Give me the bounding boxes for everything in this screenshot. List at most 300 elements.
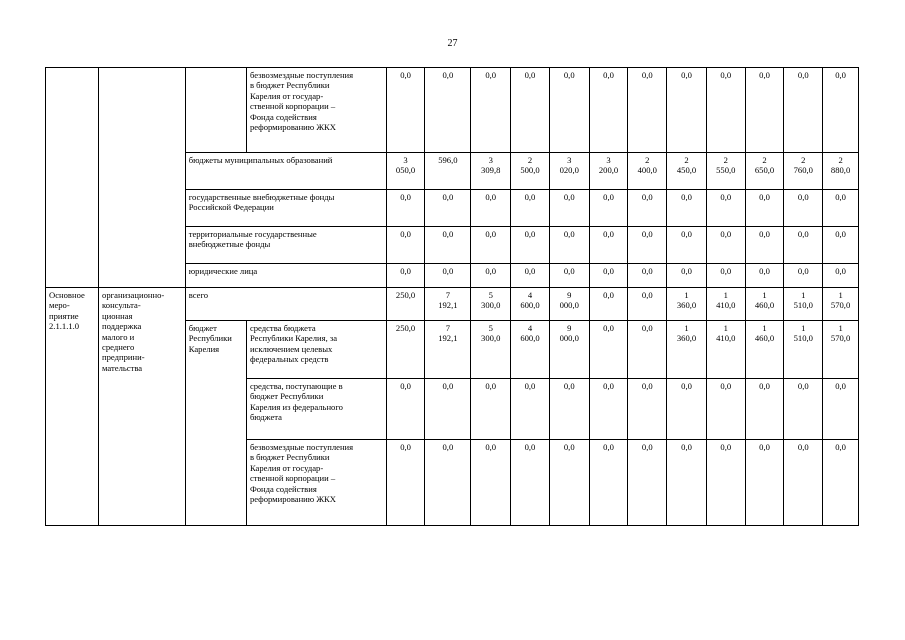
cell-text-line: 0,0 (603, 323, 614, 333)
source-cell-continued (185, 68, 246, 153)
value-cell (549, 68, 589, 153)
cell-text-line: средства, поступающие в (249, 381, 343, 391)
funding-source-label (246, 440, 386, 526)
value-cell (823, 264, 859, 288)
cell-text-line: 1 (684, 290, 689, 300)
value-cell (823, 440, 859, 526)
value-cell (589, 440, 628, 526)
cell-text-line: 510,0 (793, 333, 813, 344)
value-cell (511, 264, 550, 288)
value-cell (549, 440, 589, 526)
name-cell-continued (99, 68, 186, 288)
cell-text-line: 1 (838, 323, 843, 333)
cell-text-line: 0,0 (442, 266, 454, 276)
value-cell (425, 264, 471, 288)
cell-text-line: 0,0 (720, 442, 732, 452)
value-cell (589, 68, 628, 153)
cell-text-line: 410,0 (716, 333, 736, 344)
value-cell (425, 321, 471, 379)
value-cell (471, 379, 511, 440)
value-cell (745, 264, 784, 288)
cell-text-line: 4 (527, 323, 533, 333)
cell-text-line: 600,0 (520, 333, 540, 344)
cell-text-line: 0,0 (603, 290, 614, 300)
value-cell (784, 288, 823, 321)
value-cell (706, 321, 745, 379)
funding-source-label (185, 227, 386, 264)
cell-text-line: исключением целевых (249, 343, 333, 354)
cell-text-line: 7 (445, 323, 451, 333)
value-cell (425, 227, 471, 264)
value-cell (745, 440, 784, 526)
cell-text-line: меро- (49, 300, 70, 311)
cell-text-line: бюджет Республики (249, 391, 324, 402)
cell-text-line: реформированию ЖКХ (249, 494, 336, 505)
value-cell (549, 321, 589, 379)
value-cell (706, 227, 745, 264)
cell-text-line: 1 (723, 323, 728, 333)
cell-text-line: 0,0 (835, 229, 846, 239)
cell-text-line: 0,0 (759, 229, 770, 239)
cell-text-line: 880,0 (830, 165, 851, 176)
cell-text-line: ственной корпорации – (249, 101, 336, 112)
cell-text-line: 0,0 (641, 192, 653, 202)
cell-text-line: 0,0 (442, 381, 454, 391)
value-cell (706, 288, 745, 321)
status-cell (46, 288, 99, 526)
cell-text-line: 0,0 (681, 229, 692, 239)
cell-text-line: 0,0 (400, 70, 411, 80)
cell-text-line: организационно- (102, 290, 165, 300)
cell-text-line: 400,0 (637, 165, 657, 176)
cell-text-line: 0,0 (720, 229, 732, 239)
value-cell (667, 288, 707, 321)
cell-text-line: 5 (488, 323, 493, 333)
budget-source-cell (185, 321, 246, 526)
cell-text-line: 450,0 (676, 165, 697, 176)
value-cell (471, 190, 511, 227)
cell-text-line: 0,0 (442, 70, 454, 80)
value-cell (471, 321, 511, 379)
value-cell (745, 288, 784, 321)
value-cell (706, 153, 745, 190)
value-cell (471, 68, 511, 153)
value-cell (628, 227, 667, 264)
cell-text-line: 0,0 (641, 323, 653, 333)
page-number: 27 (447, 38, 458, 49)
cell-text-line: Российской Федерации (188, 202, 274, 213)
value-cell (823, 288, 859, 321)
value-cell (549, 379, 589, 440)
cell-text-line: всего (188, 290, 209, 300)
value-cell (784, 379, 823, 440)
value-cell (784, 153, 823, 190)
value-cell (511, 153, 550, 190)
cell-text-line: мательства (102, 362, 143, 373)
value-cell (628, 440, 667, 526)
value-cell (511, 379, 550, 440)
value-cell (589, 264, 628, 288)
cell-text-line: 0,0 (797, 442, 809, 452)
value-cell (745, 379, 784, 440)
cell-text-line: 0,0 (400, 381, 411, 391)
cell-text-line: 1 (762, 323, 767, 333)
value-cell (628, 321, 667, 379)
cell-text-line: 200,0 (598, 165, 619, 176)
cell-text-line: 0,0 (603, 70, 614, 80)
value-cell (471, 440, 511, 526)
value-cell (628, 68, 667, 153)
value-cell (386, 288, 425, 321)
cell-text-line: 192,1 (438, 333, 458, 344)
cell-text-line: 0,0 (524, 381, 536, 391)
cell-text-line: 0,0 (797, 266, 809, 276)
value-cell (511, 227, 550, 264)
cell-text-line: 2.1.1.1.0 (49, 321, 80, 332)
value-cell (471, 153, 511, 190)
status-cell-continued (46, 68, 99, 288)
value-cell (386, 321, 425, 379)
cell-text-line: 0,0 (720, 266, 732, 276)
value-cell (706, 190, 745, 227)
cell-text-line: 250,0 (395, 323, 416, 333)
cell-text-line: 0,0 (485, 266, 497, 276)
value-cell (386, 264, 425, 288)
cell-text-line: 0,0 (485, 192, 497, 202)
cell-text-line: 0,0 (563, 381, 575, 391)
cell-text-line: 570,0 (830, 300, 851, 311)
cell-text-line: 3 (488, 155, 493, 165)
cell-text-line: 650,0 (754, 165, 775, 176)
cell-text-line: в бюджет Республики (249, 80, 330, 91)
value-cell (745, 321, 784, 379)
table-row (46, 288, 859, 321)
cell-text-line: 0,0 (563, 266, 575, 276)
value-cell (549, 153, 589, 190)
value-cell (784, 440, 823, 526)
cell-text-line: 1 (684, 323, 689, 333)
cell-text-line: 0,0 (524, 70, 536, 80)
value-cell (706, 264, 745, 288)
cell-text-line: 0,0 (641, 229, 653, 239)
value-cell (823, 153, 859, 190)
value-cell (549, 227, 589, 264)
cell-text-line: территориальные государственные (188, 229, 317, 239)
cell-text-line: 0,0 (524, 266, 536, 276)
cell-text-line: 0,0 (835, 381, 846, 391)
cell-text-line: 0,0 (835, 70, 846, 80)
value-cell (706, 440, 745, 526)
cell-text-line: малого и (102, 331, 135, 342)
cell-text-line: 0,0 (400, 229, 411, 239)
cell-text-line: 410,0 (716, 300, 736, 311)
cell-text-line: 000,0 (559, 333, 579, 344)
cell-text-line: 0,0 (442, 442, 454, 452)
cell-text-line: 4 (527, 290, 533, 300)
cell-text-line: Карелия от государ- (249, 90, 324, 101)
cell-text-line: 0,0 (524, 192, 536, 202)
cell-text-line: 0,0 (524, 229, 536, 239)
funding-source-label (246, 379, 386, 440)
cell-text-line: 0,0 (720, 70, 732, 80)
value-cell (425, 153, 471, 190)
cell-text-line: 0,0 (835, 442, 846, 452)
cell-text-line: Карелия от государ- (249, 462, 324, 473)
budget-table (45, 67, 859, 526)
cell-text-line: 0,0 (759, 381, 770, 391)
cell-text-line: средства бюджета (249, 323, 316, 333)
cell-text-line: предприни- (102, 352, 145, 363)
funding-source-label (185, 153, 386, 190)
cell-text-line: ционная (102, 310, 133, 321)
cell-text-line: 0,0 (681, 266, 692, 276)
cell-text-line: 250,0 (395, 290, 416, 300)
table-row (46, 68, 859, 153)
value-cell (823, 190, 859, 227)
value-cell (628, 379, 667, 440)
value-cell (511, 190, 550, 227)
cell-text-line: приятие (49, 310, 79, 321)
cell-text-line: 0,0 (835, 266, 846, 276)
activity-name-cell (99, 288, 186, 526)
cell-text-line: реформированию ЖКХ (249, 122, 336, 133)
cell-text-line: бюджета (249, 412, 282, 423)
cell-text-line: 760,0 (793, 165, 813, 176)
value-cell (745, 227, 784, 264)
cell-text-line: 0,0 (759, 192, 770, 202)
value-cell (667, 264, 707, 288)
cell-text-line: 3 (403, 155, 408, 165)
value-cell (667, 440, 707, 526)
value-cell (386, 153, 425, 190)
cell-text-line: 0,0 (797, 381, 809, 391)
cell-text-line: 0,0 (641, 290, 653, 300)
cell-text-line: в бюджет Республики (249, 452, 330, 463)
cell-text-line: 0,0 (485, 442, 497, 452)
cell-text-line: государственные внебюджетные фонды (188, 192, 335, 202)
cell-text-line: 1 (838, 290, 843, 300)
cell-text-line: 2 (762, 155, 767, 165)
value-cell (549, 264, 589, 288)
cell-text-line: 0,0 (603, 442, 614, 452)
cell-text-line: 0,0 (641, 442, 653, 452)
cell-text-line: 000,0 (559, 300, 579, 311)
cell-text-line: 360,0 (676, 333, 697, 344)
cell-text-line: 1 (723, 290, 728, 300)
value-cell (745, 190, 784, 227)
value-cell (628, 288, 667, 321)
cell-text-line: 0,0 (442, 229, 454, 239)
cell-text-line: 309,8 (481, 165, 501, 176)
cell-text-line: 0,0 (400, 266, 411, 276)
cell-text-line: 9 (567, 290, 572, 300)
value-cell (511, 288, 550, 321)
cell-text-line: 0,0 (563, 192, 575, 202)
cell-text-line: 550,0 (716, 165, 736, 176)
value-cell (425, 440, 471, 526)
cell-text-line: 300,0 (481, 300, 501, 311)
cell-text-line: 460,0 (754, 333, 775, 344)
funding-source-label (185, 264, 386, 288)
cell-text-line: консульта- (102, 300, 141, 311)
value-cell (706, 68, 745, 153)
value-cell (667, 153, 707, 190)
funding-source-label (185, 288, 386, 321)
cell-text-line: 0,0 (797, 229, 809, 239)
value-cell (706, 379, 745, 440)
cell-text-line: 600,0 (520, 300, 540, 311)
cell-text-line: 2 (723, 155, 728, 165)
cell-text-line: 0,0 (759, 70, 770, 80)
cell-text-line: 0,0 (681, 381, 692, 391)
cell-text-line: Республики (188, 333, 232, 344)
value-cell (823, 379, 859, 440)
cell-text-line: Республики Карелия, за (249, 333, 338, 344)
value-cell (628, 153, 667, 190)
cell-text-line: 5 (488, 290, 493, 300)
value-cell (667, 321, 707, 379)
cell-text-line: безвозмездные поступления (249, 70, 354, 80)
cell-text-line: внебюджетные фонды (188, 239, 271, 250)
value-cell (511, 321, 550, 379)
cell-text-line: юридические лица (188, 266, 258, 276)
value-cell (425, 379, 471, 440)
cell-text-line: 1 (762, 290, 767, 300)
cell-text-line: 0,0 (485, 229, 497, 239)
cell-text-line: 0,0 (641, 266, 653, 276)
cell-text-line: 510,0 (793, 300, 813, 311)
cell-text-line: 0,0 (524, 442, 536, 452)
cell-text-line: 300,0 (481, 333, 501, 344)
cell-text-line: 0,0 (797, 192, 809, 202)
cell-text-line: 0,0 (759, 442, 770, 452)
cell-text-line: Карелия из федерального (249, 401, 343, 412)
cell-text-line: Основное (49, 290, 85, 300)
value-cell (745, 68, 784, 153)
value-cell (589, 379, 628, 440)
value-cell (386, 227, 425, 264)
cell-text-line: 2 (684, 155, 689, 165)
value-cell (589, 227, 628, 264)
cell-text-line: Фонда содействия (249, 483, 317, 494)
value-cell (823, 68, 859, 153)
cell-text-line: 0,0 (563, 442, 575, 452)
cell-text-line: 460,0 (754, 300, 775, 311)
value-cell (425, 190, 471, 227)
value-cell (784, 68, 823, 153)
value-cell (667, 379, 707, 440)
value-cell (511, 440, 550, 526)
value-cell (589, 153, 628, 190)
funding-source-label (246, 321, 386, 379)
value-cell (784, 321, 823, 379)
value-cell (784, 190, 823, 227)
cell-text-line: 1 (801, 323, 806, 333)
value-cell (589, 288, 628, 321)
value-cell (471, 264, 511, 288)
cell-text-line: 596,0 (438, 155, 458, 165)
value-cell (628, 190, 667, 227)
cell-text-line: 2 (838, 155, 843, 165)
cell-text-line: бюджет (188, 323, 217, 333)
cell-text-line: 0,0 (442, 192, 454, 202)
funding-source-label (185, 190, 386, 227)
cell-text-line: 0,0 (681, 70, 692, 80)
cell-text-line: Фонда содействия (249, 111, 317, 122)
cell-text-line: 1 (801, 290, 806, 300)
cell-text-line: безвозмездные поступления (249, 442, 354, 452)
cell-text-line: 0,0 (759, 266, 770, 276)
cell-text-line: федеральных средств (249, 354, 329, 365)
cell-text-line: 0,0 (681, 192, 692, 202)
value-cell (386, 440, 425, 526)
cell-text-line: 0,0 (603, 266, 614, 276)
cell-text-line: 7 (445, 290, 451, 300)
value-cell (628, 264, 667, 288)
cell-text-line: поддержка (102, 321, 142, 332)
value-cell (784, 264, 823, 288)
cell-text-line: Карелия (188, 343, 220, 354)
cell-text-line: 570,0 (830, 333, 851, 344)
cell-text-line: 050,0 (395, 165, 416, 176)
value-cell (745, 153, 784, 190)
value-cell (471, 227, 511, 264)
cell-text-line: 2 (645, 155, 650, 165)
value-cell (549, 288, 589, 321)
cell-text-line: 0,0 (400, 192, 411, 202)
value-cell (589, 190, 628, 227)
cell-text-line: бюджеты муниципальных образований (188, 155, 333, 165)
cell-text-line: 0,0 (641, 381, 653, 391)
value-cell (549, 190, 589, 227)
value-cell (667, 227, 707, 264)
cell-text-line: 0,0 (720, 381, 732, 391)
cell-text-line: среднего (102, 342, 135, 353)
value-cell (386, 190, 425, 227)
value-cell (667, 68, 707, 153)
cell-text-line: 3 (567, 155, 572, 165)
cell-text-line: 500,0 (520, 165, 540, 176)
cell-text-line: 2 (527, 155, 533, 165)
funding-source-label (246, 68, 386, 153)
cell-text-line: 360,0 (676, 300, 697, 311)
cell-text-line: ственной корпорации – (249, 473, 336, 484)
cell-text-line: 9 (567, 323, 572, 333)
cell-text-line: 0,0 (797, 70, 809, 80)
value-cell (425, 288, 471, 321)
value-cell (471, 288, 511, 321)
value-cell (667, 190, 707, 227)
value-cell (425, 68, 471, 153)
cell-text-line: 3 (606, 155, 611, 165)
value-cell (784, 227, 823, 264)
value-cell (823, 321, 859, 379)
cell-text-line: 0,0 (720, 192, 732, 202)
value-cell (511, 68, 550, 153)
cell-text-line: 0,0 (603, 192, 614, 202)
value-cell (386, 379, 425, 440)
cell-text-line: 2 (801, 155, 806, 165)
cell-text-line: 192,1 (438, 300, 458, 311)
cell-text-line: 0,0 (641, 70, 653, 80)
cell-text-line: 0,0 (400, 442, 411, 452)
cell-text-line: 0,0 (681, 442, 692, 452)
value-cell (589, 321, 628, 379)
cell-text-line: 0,0 (485, 381, 497, 391)
cell-text-line: 0,0 (563, 70, 575, 80)
value-cell (386, 68, 425, 153)
cell-text-line: 0,0 (563, 229, 575, 239)
